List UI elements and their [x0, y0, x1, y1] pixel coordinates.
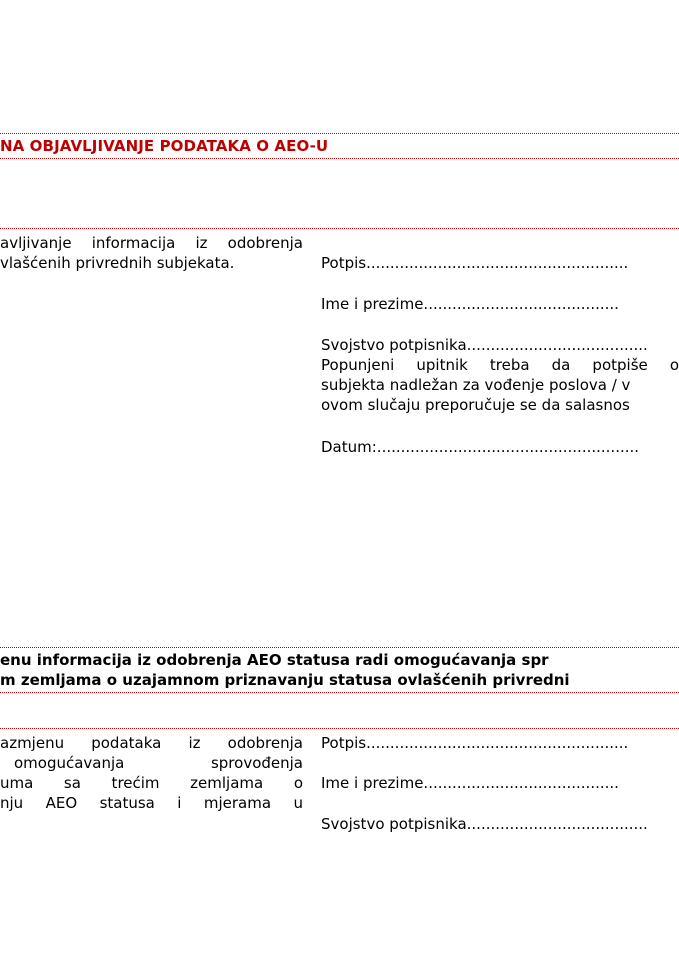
name-field[interactable]: Ime i prezime.........................................	[321, 295, 619, 313]
signature-field[interactable]: Potpis.......................................................	[321, 254, 629, 272]
section2-consent-line: nju AEO statusa i mjerama u	[0, 794, 303, 812]
section2-name-field[interactable]: Ime i prezime.........................................	[321, 774, 619, 792]
title-underline	[0, 158, 679, 159]
section2-consent-line: azmjenu podataka iz odobrenja	[0, 734, 303, 752]
section2-signature-field[interactable]: Potpis.......................................................	[321, 734, 629, 752]
date-field[interactable]: Datum:.......................................................	[321, 438, 640, 456]
section2-capacity-field[interactable]: Svojstvo potpisnika......................................	[321, 815, 648, 833]
top-divider	[0, 133, 679, 134]
section2-consent-line: uma sa trećim zemljama o	[0, 774, 303, 792]
section2-header-line: m zemljama o uzajamnom priznavanju statusa ovlašćenih privredni	[0, 671, 570, 689]
note-text-line: ovom slučaju preporučuje se da salasnos	[321, 396, 630, 414]
section1-divider	[0, 228, 679, 229]
section1-title: NA OBJAVLJIVANJE PODATAKA O AEO-U	[0, 137, 329, 155]
consent-text-line: vlašćenih privrednih subjekata.	[0, 254, 235, 272]
note-text-line: subjekta nadležan za vođenje poslova / v	[321, 376, 631, 394]
note-text-line: Popunjeni upitnik treba da potpiše o	[321, 356, 679, 374]
section2-header-underline	[0, 692, 679, 693]
section2-header-line: enu informacija iz odobrenja AEO statusa radi omogućavanja spr	[0, 651, 549, 669]
section2-top-divider	[0, 647, 679, 648]
section2-divider	[0, 728, 679, 729]
section2-consent-line: omogućavanja sprovođenja	[14, 754, 303, 772]
consent-text-line: avljivanje informacija iz odobrenja	[0, 234, 303, 252]
capacity-field[interactable]: Svojstvo potpisnika......................................	[321, 336, 648, 354]
